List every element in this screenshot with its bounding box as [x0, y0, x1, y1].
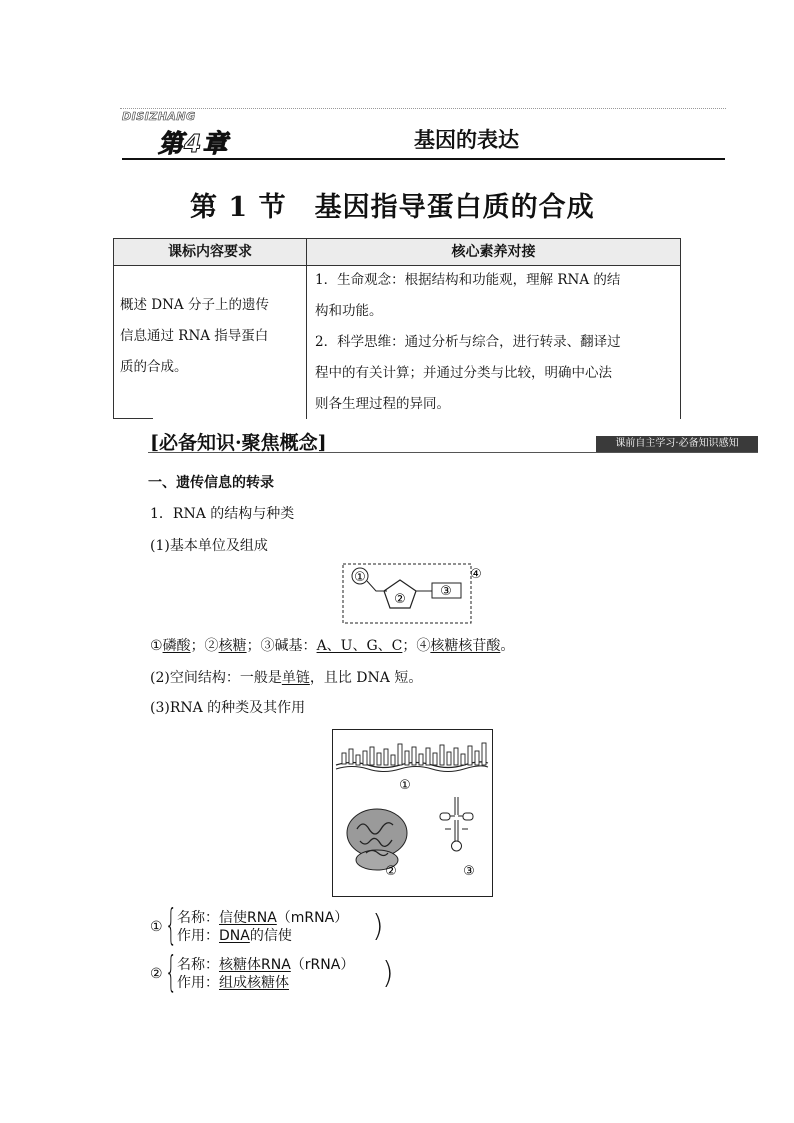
- table-bottom-stub: [113, 418, 153, 419]
- competency-line: 程中的有关计算；并通过分类与比较，明确中心法: [315, 365, 612, 381]
- standards-line: 信息通过 RNA 指导蛋白: [120, 328, 269, 344]
- label-4: ④: [470, 567, 482, 582]
- answer-ribonucleotide: 核糖核苷酸: [430, 638, 501, 654]
- phosphate-bond: [367, 581, 387, 591]
- name-suffix: （mRNA）: [276, 910, 349, 926]
- text-fragment: ；④: [402, 638, 431, 654]
- standards-line: 质的合成。: [120, 359, 188, 375]
- competency-line: 1．生命观念：根据结构和功能观，理解 RNA 的结: [315, 272, 621, 288]
- text-fragment: ，且比 DNA 短。: [309, 670, 423, 686]
- nucleotide-svg: [342, 563, 484, 625]
- item-number: ②: [150, 966, 163, 982]
- label-3: ③: [440, 584, 452, 599]
- chapter-pinyin: DISIZHANG: [122, 110, 196, 123]
- answer-role: 组成核糖体: [219, 975, 289, 991]
- name-label: 名称：: [177, 957, 219, 973]
- competency-line: 则各生理过程的异同。: [315, 396, 450, 412]
- components-line: [150, 635, 514, 655]
- nucleotide-diagram: [342, 563, 484, 625]
- right-paren: ): [372, 909, 384, 944]
- figure-label-3: ③: [463, 864, 475, 879]
- role-label: 作用：: [177, 975, 219, 991]
- rna-type-item: [150, 947, 400, 998]
- left-brace: {: [165, 900, 178, 949]
- heading-basic-unit: (1)基本单位及组成: [150, 538, 268, 554]
- rna-figure-svg: [332, 729, 493, 897]
- competency-line: 构和功能。: [315, 303, 383, 319]
- item-number: ①: [150, 919, 163, 935]
- table-header-competencies: 核心素养对接: [306, 238, 681, 266]
- name-label: 名称：: [177, 910, 219, 926]
- chapter-title: 基因的表达: [414, 127, 519, 152]
- standards-line: 概述 DNA 分子上的遗传: [120, 297, 269, 313]
- name-suffix: （rRNA）: [290, 957, 355, 973]
- answer-name: 核糖体RNA: [219, 957, 291, 973]
- answer-bases: A、U、G、C: [316, 638, 403, 654]
- header-rule: [122, 158, 725, 160]
- figure-label-2: ②: [385, 864, 397, 879]
- rna-type-item: [150, 900, 390, 951]
- banner-rule: [148, 452, 758, 453]
- item-role-row: [177, 972, 289, 992]
- table-cell-standards: [113, 265, 306, 419]
- figure-label-1: ①: [399, 778, 411, 793]
- answer-name: 信使RNA: [219, 910, 277, 926]
- requirements-table: [113, 238, 681, 419]
- header-dotted-line: [120, 108, 726, 109]
- text-fragment: 。: [500, 638, 515, 654]
- heading-rna-types: (3)RNA 的种类及其作用: [150, 700, 306, 716]
- right-paren: ): [382, 956, 394, 991]
- text-fragment: ；③碱基：: [246, 638, 317, 654]
- banner-tag: 课前自主学习·必备知识感知: [596, 436, 758, 452]
- role-suffix: 的信使: [249, 928, 292, 944]
- item-role-row: [177, 925, 292, 945]
- item-name-row: [177, 954, 354, 974]
- answer-single-strand: 单链: [281, 670, 310, 686]
- structure-line: [150, 667, 422, 687]
- text-fragment: ①: [150, 638, 163, 654]
- competency-line: 2．科学思维：通过分析与综合，进行转录、翻译过: [315, 334, 621, 350]
- table-cell-competencies: [306, 265, 681, 419]
- item-name-row: [177, 907, 348, 927]
- answer-ribose: 核糖: [218, 638, 247, 654]
- answer-role: DNA: [219, 928, 250, 944]
- section-title: 第 1 节 基因指导蛋白质的合成: [190, 192, 595, 223]
- heading-transcription: 一、遗传信息的转录: [148, 475, 274, 491]
- role-label: 作用：: [177, 928, 219, 944]
- chapter-badge: 第4章: [158, 129, 229, 158]
- knowledge-banner-title: [必备知识·聚焦概念]: [150, 432, 327, 454]
- text-fragment: ；②: [190, 638, 219, 654]
- rna-types-figure: [332, 729, 493, 897]
- label-1: ①: [354, 570, 366, 585]
- text-fragment: (2)空间结构：一般是: [150, 670, 282, 686]
- left-brace: {: [165, 947, 178, 996]
- heading-rna-structure: 1．RNA 的结构与种类: [150, 506, 295, 522]
- table-header-standards: 课标内容要求: [113, 238, 306, 266]
- answer-phosphate: 磷酸: [162, 638, 191, 654]
- label-2: ②: [394, 592, 406, 607]
